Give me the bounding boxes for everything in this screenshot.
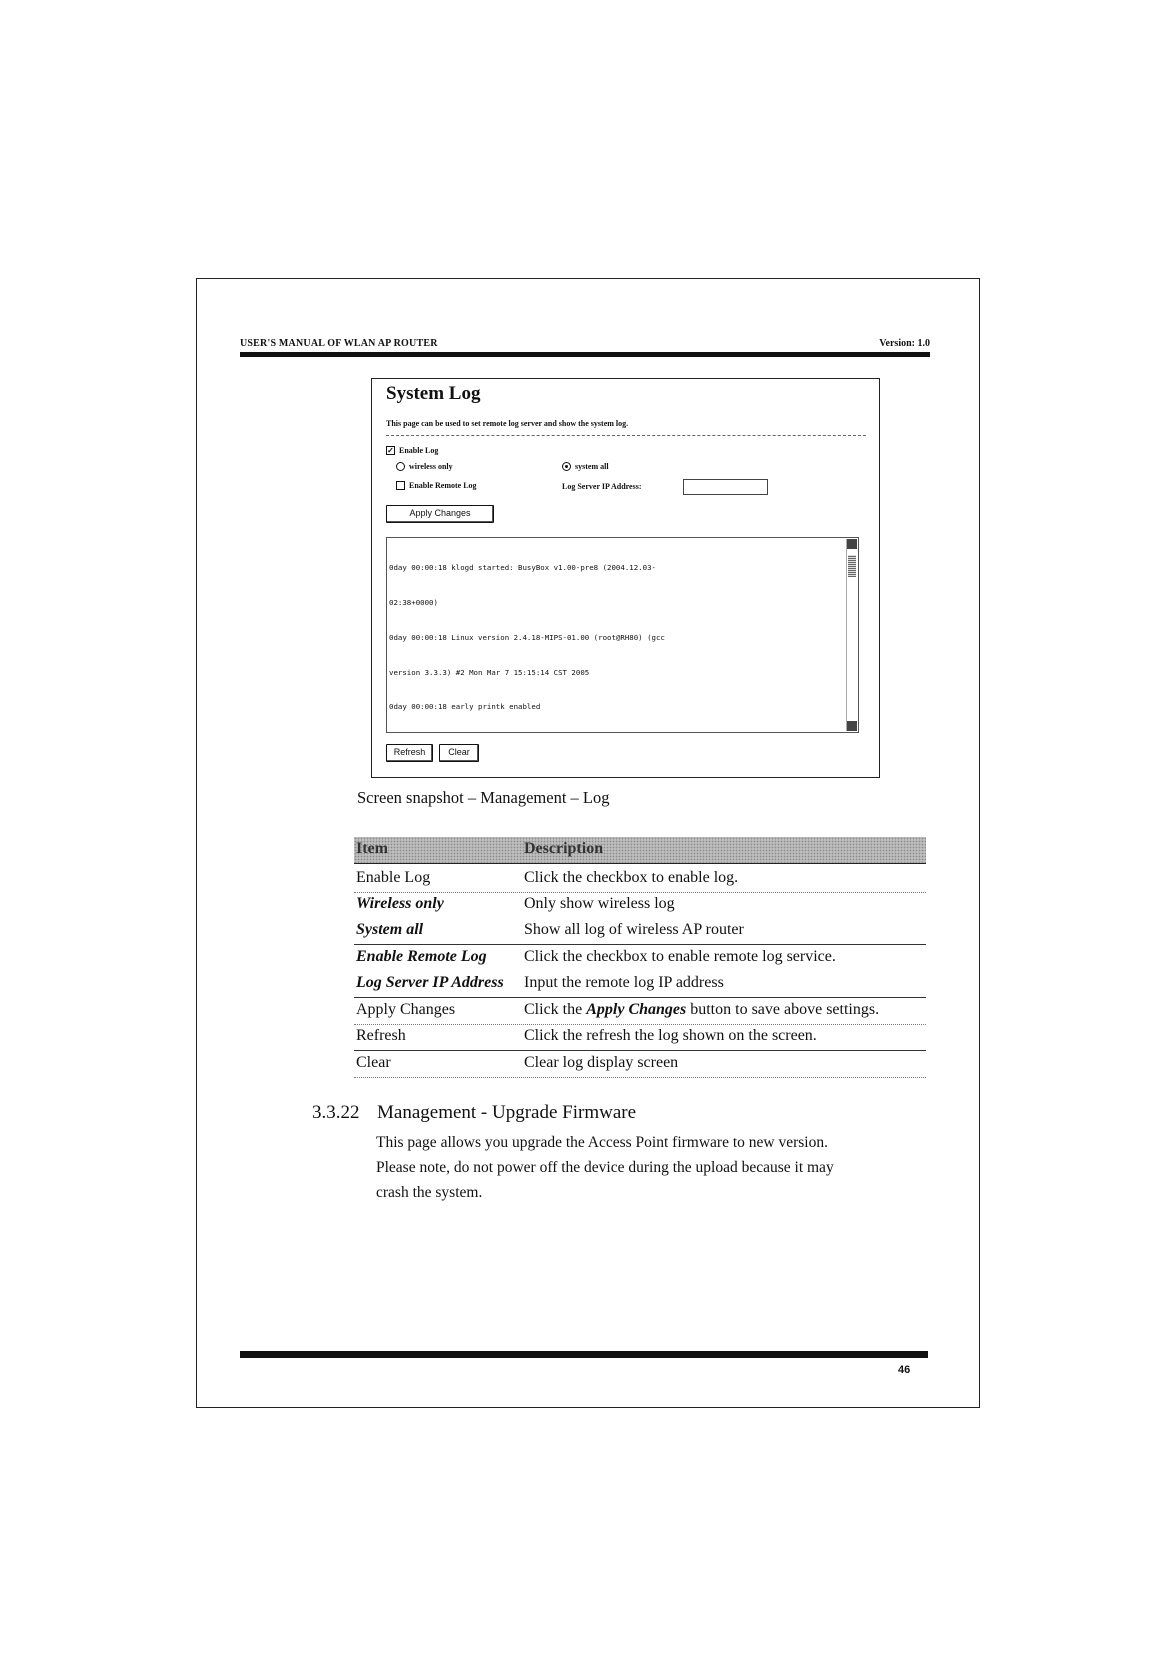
log-line: 0day 00:00:18 early printk enabled [389,702,541,712]
log-server-ip-label: Log Server IP Address: [562,482,642,491]
refresh-button[interactable]: Refresh [386,744,433,762]
description-cell: Only show wireless log [524,895,675,912]
section-number: 3.3.22 [312,1102,360,1123]
system-all-option[interactable] [562,462,609,471]
version-label: Version: 1.0 [879,338,930,349]
enable-log-checkbox[interactable]: ✓ [387,446,394,455]
enable-remote-log-checkbox[interactable] [396,481,405,490]
log-textarea[interactable] [386,537,859,733]
manual-title: USER'S MANUAL OF WLAN AP ROUTER [240,338,438,349]
enable-remote-log-option[interactable] [396,481,477,490]
footer-rule [240,1351,928,1358]
item-cell: Refresh [356,1027,406,1044]
description-cell: Click the refresh the log shown on the screen. [524,1027,817,1044]
clear-button[interactable]: Clear [439,744,479,762]
divider [386,435,866,436]
system-all-radio[interactable] [562,462,571,471]
section-paragraph [376,1130,936,1205]
description-cell: Input the remote log IP address [524,974,724,991]
wireless-only-label: wireless only [409,462,453,471]
enable-remote-log-label: Enable Remote Log [409,481,477,490]
scroll-up-icon[interactable] [847,539,857,549]
section-title: Management - Upgrade Firmware [377,1102,637,1123]
item-cell: Apply Changes [356,1001,456,1018]
log-server-ip-label-wrap [562,482,641,491]
item-cell: System all [356,921,424,938]
item-cell: Log Server IP Address [356,974,504,991]
description-cell: Clear log display screen [524,1054,679,1071]
header-rule [240,352,930,357]
running-header [240,338,930,352]
item-cell: Clear [356,1054,391,1071]
item-cell: Wireless only [356,895,444,912]
description-cell: Show all log of wireless AP router [524,921,744,938]
item-cell: Enable Log [356,869,431,886]
system-log-screenshot [371,378,880,778]
system-all-label: system all [575,462,609,471]
table-row [354,1051,926,1078]
table-row [354,1024,926,1051]
apply-changes-button[interactable]: Apply Changes [386,505,494,523]
enable-log-label: Enable Log [399,446,439,455]
table-row [354,918,926,945]
table-row [354,998,926,1025]
description-text: button to save above settings. [686,1001,880,1018]
description-emphasis: Apply Changes [586,1001,687,1018]
description-cell [524,1001,879,1019]
log-line: 0day 00:00:18 klogd started: BusyBox v1.00-pre8 (2004.12.03- [389,563,656,573]
description-text: Click the [524,1001,587,1018]
paragraph-line: crash the system. [376,1184,483,1201]
figure-caption: Screen snapshot – Management – Log [357,788,610,807]
scroll-down-icon[interactable] [847,721,857,731]
table-header [354,837,926,864]
paragraph-line: This page allows you upgrade the Access Point firmware to new version. [376,1134,828,1151]
table-row [354,945,926,971]
wireless-only-radio[interactable] [396,462,405,471]
description-column-header: Description [524,840,604,857]
wireless-only-option[interactable] [396,462,453,471]
item-column-header: Item [356,840,388,857]
table-row [354,971,926,998]
log-server-ip-input[interactable] [683,479,768,495]
description-cell: Click the checkbox to enable log. [524,869,739,886]
description-cell: Click the checkbox to enable remote log service. [524,948,836,965]
item-cell: Enable Remote Log [356,948,487,965]
enable-log-option[interactable] [386,446,438,455]
system-log-description: This page can be used to set remote log server and show the system log. [386,419,629,428]
log-line: 02:38+0000) [389,597,438,607]
table-row [354,866,926,893]
paragraph-line: Please note, do not power off the device during the upload because it may [376,1159,834,1176]
log-line: version 3.3.3) #2 Mon Mar 7 15:15:14 CST 2005 [389,667,590,677]
log-line: 0day 00:00:18 Linux version 2.4.18-MIPS-01.00 (root@RH80) (gcc [389,632,665,642]
system-log-title: System Log [386,383,481,404]
table-row [354,892,926,918]
scroll-thumb[interactable] [848,555,856,577]
log-scrollbar[interactable] [846,539,857,731]
page-number: 46 [898,1364,911,1376]
